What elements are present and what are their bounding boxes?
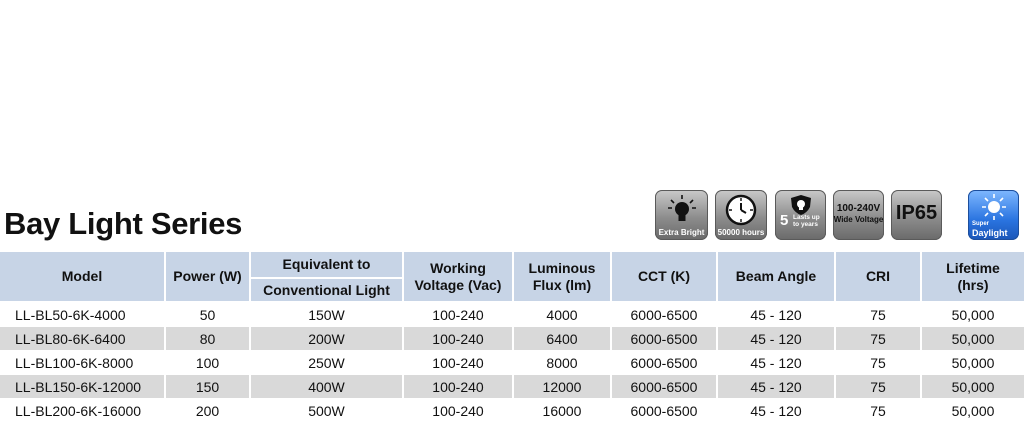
cell-lifetime: 50,000	[921, 351, 1024, 375]
clock-icon	[715, 194, 767, 231]
header-flux	[513, 252, 611, 302]
cell-power: 200	[165, 399, 250, 423]
header-cri: CRI	[835, 252, 921, 302]
lifespan-badge	[775, 190, 826, 240]
ip-rating-badge	[891, 190, 942, 240]
cell-cct: 6000-6500	[611, 375, 717, 399]
hours-badge	[715, 190, 767, 240]
cell-power: 50	[165, 302, 250, 327]
lifespan-note: Lasts up to years	[793, 214, 820, 228]
header-lifetime-line2: (hrs)	[957, 276, 989, 293]
page-title: Bay Light Series	[4, 206, 243, 241]
cell-lifetime: 50,000	[921, 302, 1024, 327]
cell-flux: 8000	[513, 351, 611, 375]
table-row	[0, 375, 1024, 399]
cell-cri: 75	[835, 399, 921, 423]
cell-model: LL-BL150-6K-12000	[0, 375, 165, 399]
daylight-badge	[968, 190, 1019, 240]
cell-beam: 45 - 120	[717, 351, 835, 375]
cell-equivalent: 500W	[250, 399, 403, 423]
voltage-badge	[833, 190, 884, 240]
header-lifetime	[921, 252, 1024, 302]
table-row	[0, 351, 1024, 375]
cell-lifetime: 50,000	[921, 375, 1024, 399]
extra-bright-label: Extra Bright	[658, 228, 705, 237]
hours-label: 50000 hours	[717, 228, 765, 237]
voltage-value: 100-240V	[836, 203, 881, 214]
cell-flux: 12000	[513, 375, 611, 399]
cell-voltage: 100-240	[403, 399, 513, 423]
cell-beam: 45 - 120	[717, 399, 835, 423]
cell-equivalent: 200W	[250, 327, 403, 351]
cell-beam: 45 - 120	[717, 375, 835, 399]
table-row	[0, 302, 1024, 327]
cell-equivalent: 250W	[250, 351, 403, 375]
cell-voltage: 100-240	[403, 351, 513, 375]
cell-cct: 6000-6500	[611, 302, 717, 327]
table-row	[0, 327, 1024, 351]
cell-model: LL-BL80-6K-6400	[0, 327, 165, 351]
cell-cri: 75	[835, 351, 921, 375]
header-voltage	[403, 252, 513, 302]
header-model: Model	[0, 252, 165, 302]
cell-voltage: 100-240	[403, 302, 513, 327]
cell-cri: 75	[835, 375, 921, 399]
cell-lifetime: 50,000	[921, 399, 1024, 423]
lightbulb-icon	[655, 194, 708, 229]
daylight-super: Super	[972, 221, 990, 227]
cell-cct: 6000-6500	[611, 327, 717, 351]
cell-model: LL-BL100-6K-8000	[0, 351, 165, 375]
cell-equivalent: 150W	[250, 302, 403, 327]
cell-beam: 45 - 120	[717, 302, 835, 327]
extra-bright-badge	[655, 190, 708, 240]
cell-power: 150	[165, 375, 250, 399]
header-equivalent-bottom: Conventional Light	[250, 278, 403, 302]
table-row	[0, 399, 1024, 423]
cell-model: LL-BL200-6K-16000	[0, 399, 165, 423]
cell-model: LL-BL50-6K-4000	[0, 302, 165, 327]
cell-cri: 75	[835, 302, 921, 327]
cell-flux: 6400	[513, 327, 611, 351]
cell-voltage: 100-240	[403, 327, 513, 351]
cell-cri: 75	[835, 327, 921, 351]
cell-cct: 6000-6500	[611, 399, 717, 423]
spec-table	[0, 252, 1024, 423]
feature-badges	[0, 190, 1024, 242]
header-voltage-line2: Voltage (Vac)	[414, 276, 502, 293]
cell-beam: 45 - 120	[717, 327, 835, 351]
spec-table-body	[0, 302, 1024, 423]
header-equivalent-top: Equivalent to	[250, 252, 403, 278]
header-flux-line1: Luminous	[528, 259, 596, 276]
cell-flux: 16000	[513, 399, 611, 423]
header-lifetime-line1: Lifetime	[946, 259, 1000, 276]
ip-rating-value: IP65	[895, 202, 938, 224]
cell-equivalent: 400W	[250, 375, 403, 399]
cell-voltage: 100-240	[403, 375, 513, 399]
header-power: Power (W)	[165, 252, 250, 302]
daylight-label: Daylight	[972, 228, 1008, 238]
cell-lifetime: 50,000	[921, 327, 1024, 351]
cell-power: 100	[165, 351, 250, 375]
cell-flux: 4000	[513, 302, 611, 327]
header-voltage-line1: Working	[430, 259, 486, 276]
cell-power: 80	[165, 327, 250, 351]
lifespan-number: 5	[780, 212, 789, 229]
header-beam: Beam Angle	[717, 252, 835, 302]
cell-cct: 6000-6500	[611, 351, 717, 375]
header-cct: CCT (K)	[611, 252, 717, 302]
voltage-label: Wide Voltage	[833, 215, 884, 224]
header-flux-line2: Flux (lm)	[532, 276, 592, 293]
